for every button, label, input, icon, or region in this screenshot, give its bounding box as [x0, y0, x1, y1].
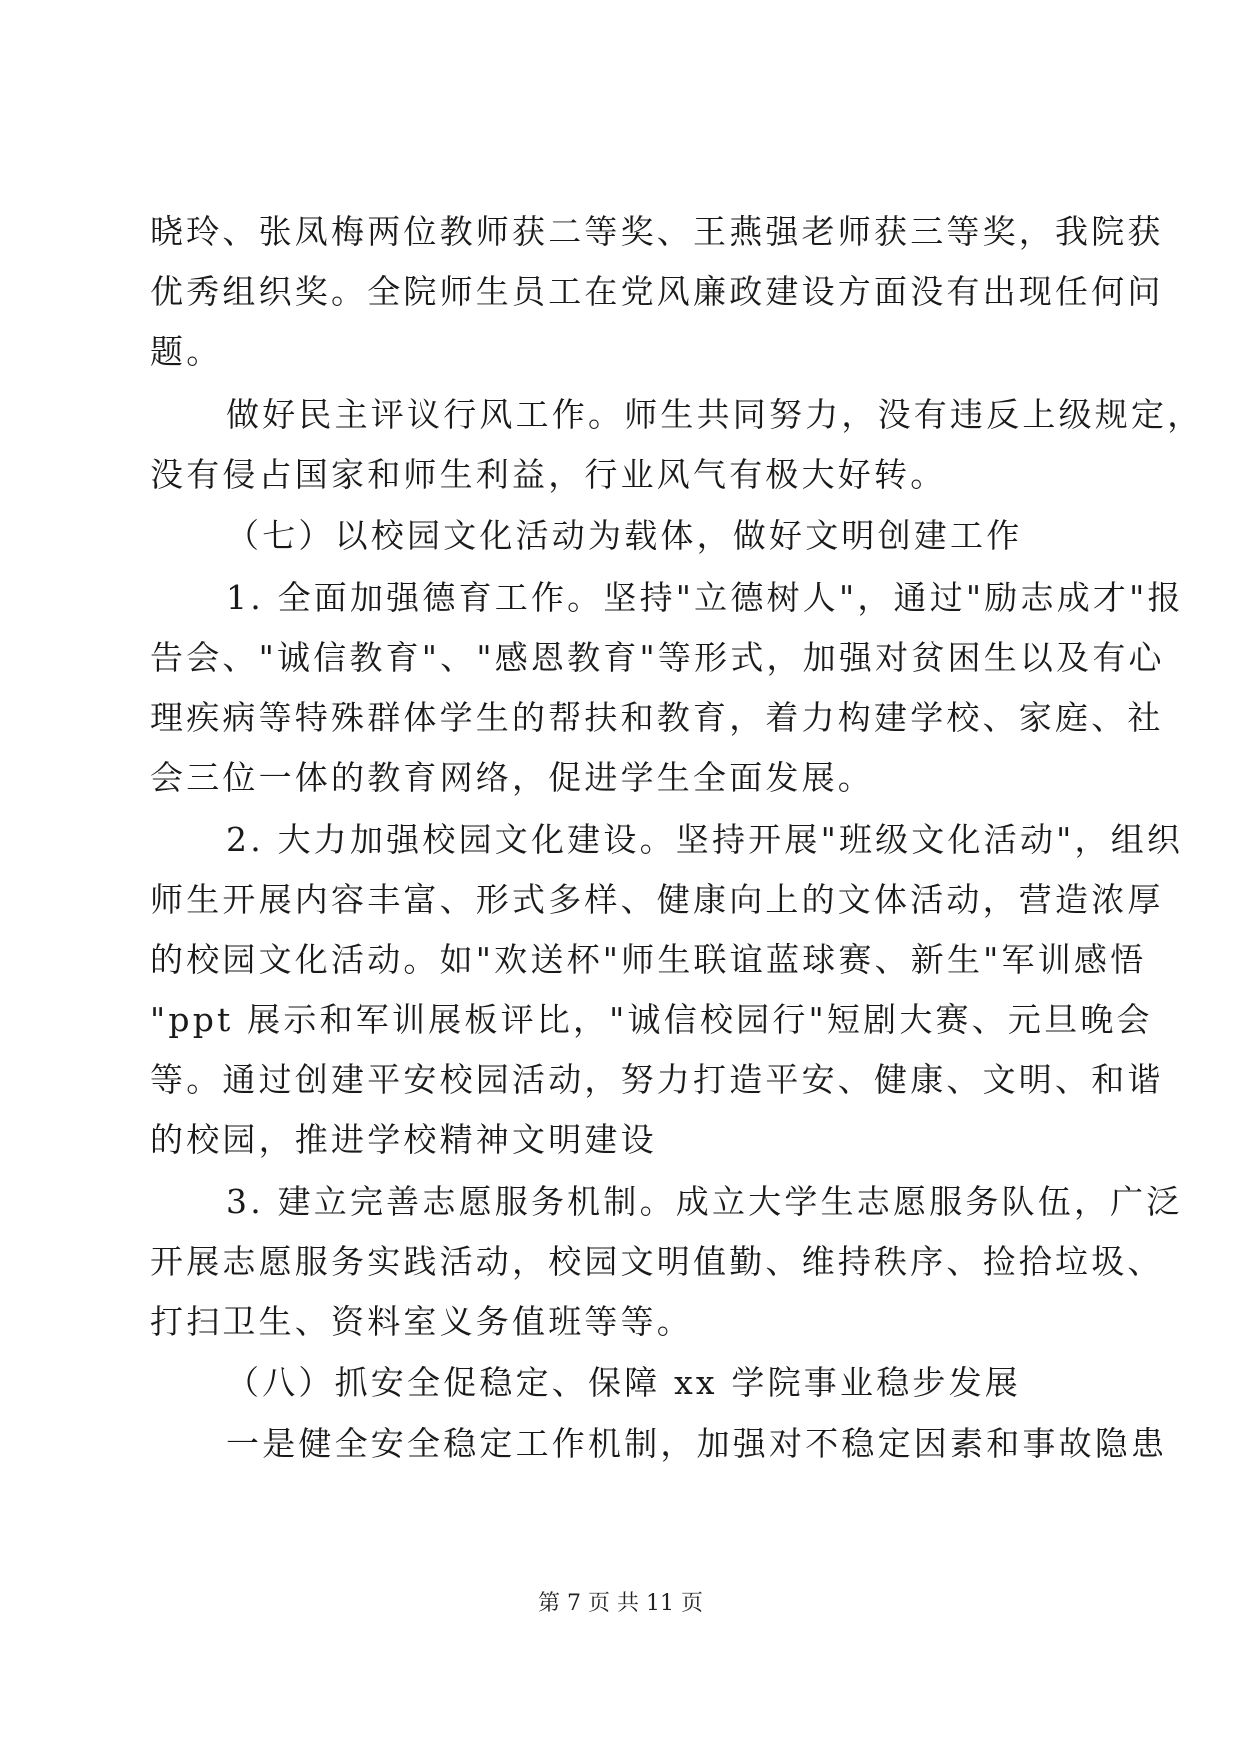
text-line: 开展志愿服务实践活动，校园文明值勤、维持秩序、捡拾垃圾、 — [150, 1242, 1164, 1281]
text-line: 理疾病等特殊群体学生的帮扶和教育，着力构建学校、家庭、社 — [150, 698, 1164, 737]
text-line: 的校园，推进学校精神文明建设 — [150, 1120, 657, 1159]
page-number-footer: 第 7 页 共 11 页 — [538, 1591, 703, 1616]
text-line: "ppt 展示和军训展板评比，"诚信校园行"短剧大赛、元旦晚会 — [150, 1000, 1153, 1039]
section-heading: （七）以校园文化活动为载体，做好文明创建工作 — [226, 516, 1023, 555]
text-line: 告会、"诚信教育"、"感恩教育"等形式，加强对贫困生以及有心 — [150, 638, 1165, 677]
text-line: 一是健全安全稳定工作机制，加强对不稳定因素和事故隐患 — [226, 1424, 1168, 1463]
text-line: 2. 大力加强校园文化建设。坚持开展"班级文化活动"，组织 — [226, 820, 1184, 859]
text-line: 1. 全面加强德育工作。坚持"立德树人"，通过"励志成才"报 — [226, 578, 1184, 617]
text-line: 等。通过创建平安校园活动，努力打造平安、健康、文明、和谐 — [150, 1060, 1164, 1099]
text-line: 会三位一体的教育网络，促进学生全面发展。 — [150, 758, 874, 797]
text-line: 没有侵占国家和师生利益，行业风气有极大好转。 — [150, 455, 947, 494]
text-line: 晓玲、张凤梅两位教师获二等奖、王燕强老师获三等奖，我院获 — [150, 212, 1164, 251]
text-line: 优秀组织奖。全院师生员工在党风廉政建设方面没有出现任何问 — [150, 272, 1164, 311]
text-line: 3. 建立完善志愿服务机制。成立大学生志愿服务队伍，广泛 — [226, 1182, 1183, 1221]
text-line: 师生开展内容丰富、形式多样、健康向上的文体活动，营造浓厚 — [150, 880, 1164, 919]
text-line: 题。 — [150, 332, 223, 371]
text-line: 打扫卫生、资料室义务值班等等。 — [150, 1302, 693, 1341]
section-heading: （八）抓安全促稳定、保障 xx 学院事业稳步发展 — [226, 1363, 1022, 1402]
text-line: 的校园文化活动。如"欢送杯"师生联谊蓝球赛、新生"军训感悟 — [150, 940, 1147, 979]
text-line: 做好民主评议行风工作。师生共同努力，没有违反上级规定， — [226, 395, 1204, 434]
